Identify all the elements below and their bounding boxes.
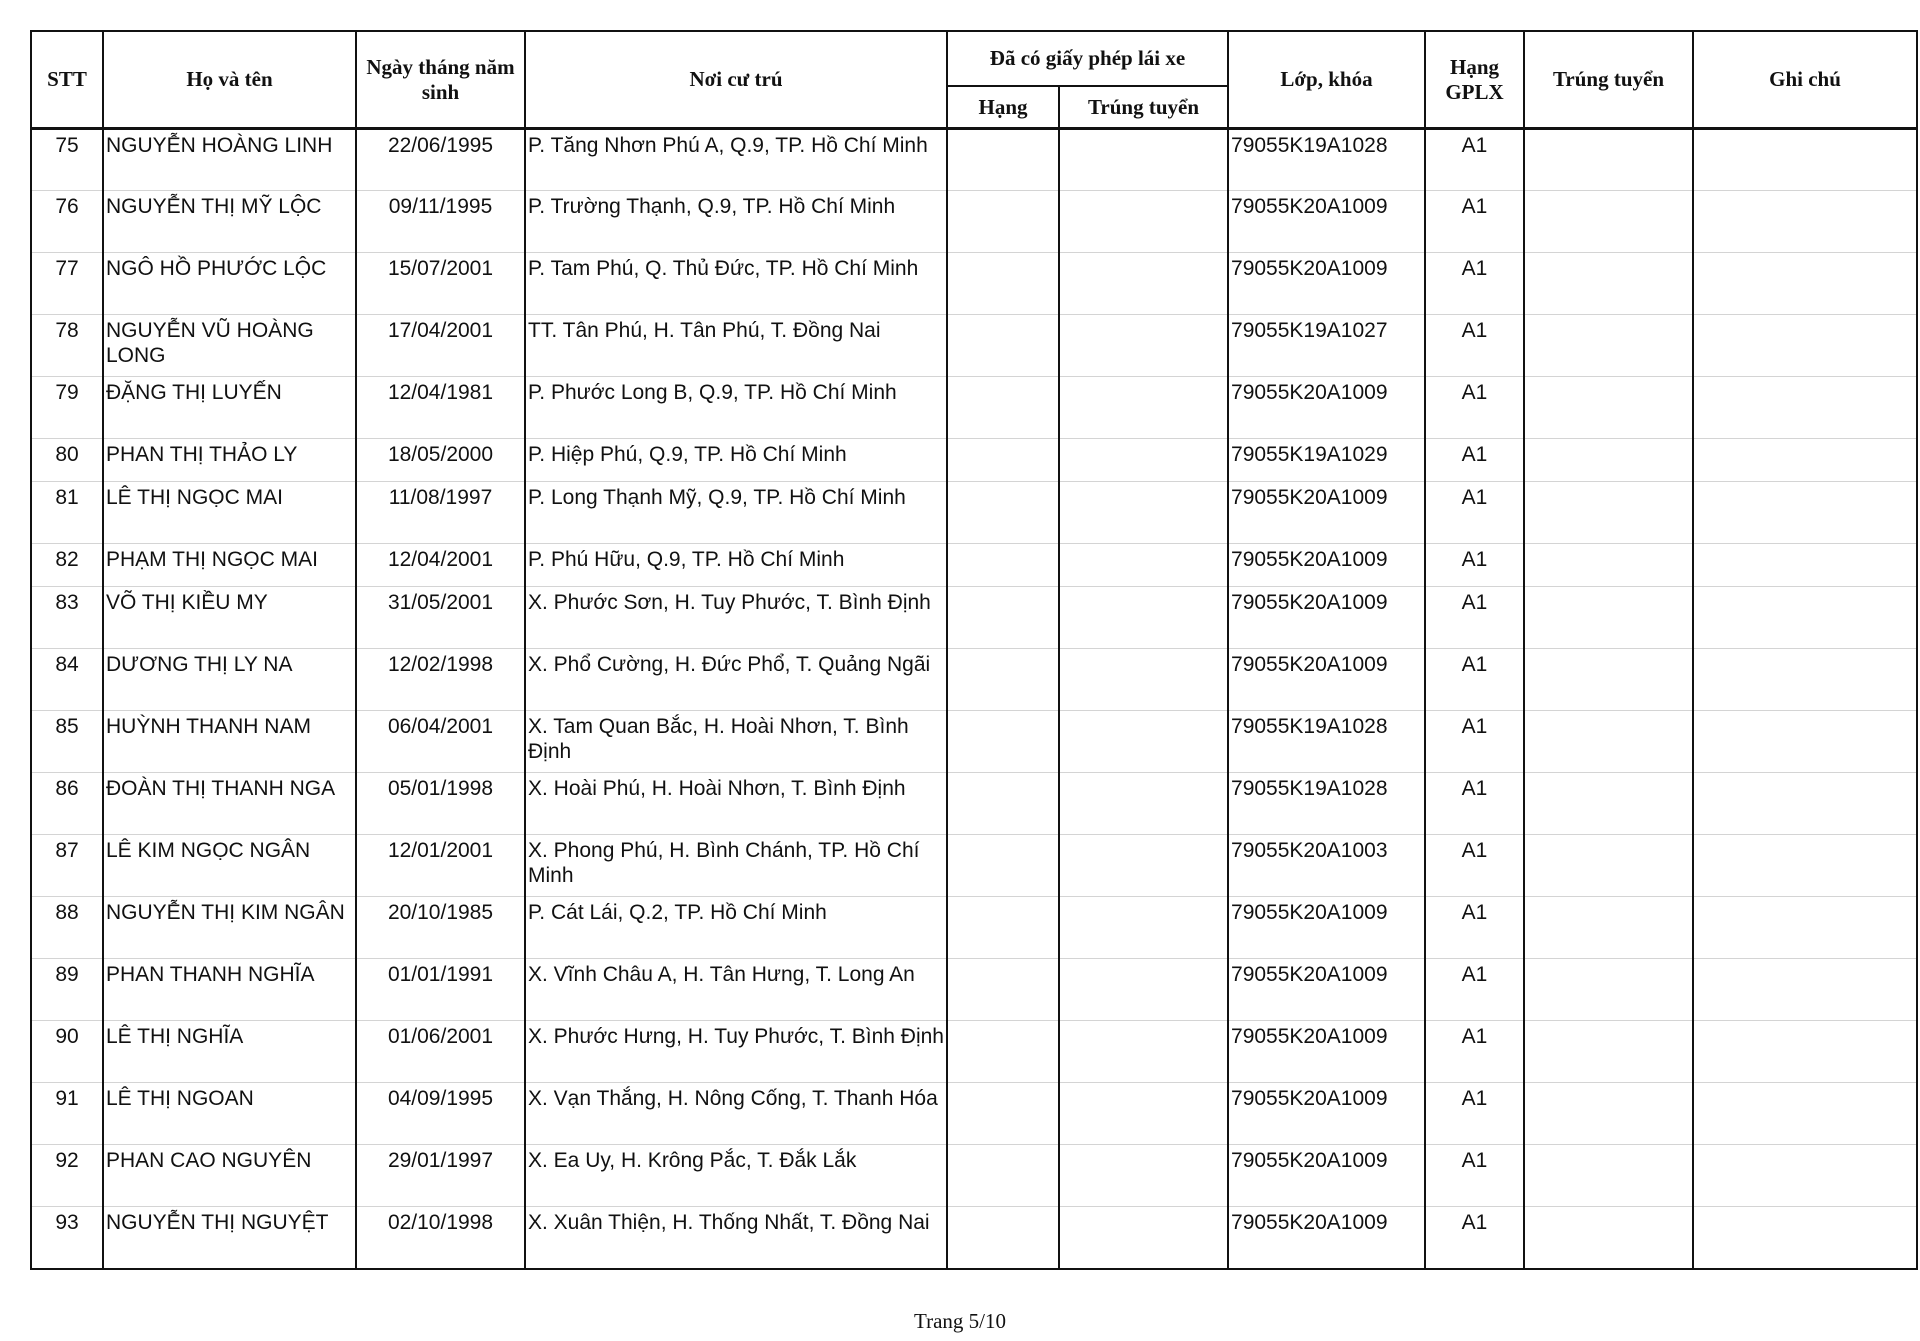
row-stt: 91 xyxy=(31,1083,103,1145)
row-license-rank xyxy=(947,1021,1059,1083)
row-notes xyxy=(1693,253,1917,315)
row-dob: 12/02/1998 xyxy=(356,649,525,711)
row-address: X. Xuân Thiện, H. Thống Nhất, T. Đồng Nai xyxy=(525,1207,947,1269)
row-notes xyxy=(1693,1207,1917,1269)
row-notes xyxy=(1693,1021,1917,1083)
row-license-rank xyxy=(947,544,1059,587)
row-license-rank xyxy=(947,253,1059,315)
row-dob: 01/01/1991 xyxy=(356,959,525,1021)
row-stt: 86 xyxy=(31,773,103,835)
row-class-course: 79055K19A1028 xyxy=(1228,129,1425,191)
row-address: X. Phong Phú, H. Bình Chánh, TP. Hồ Chí Minh xyxy=(525,835,947,897)
row-admitted xyxy=(1524,1021,1693,1083)
row-address: P. Phước Long B, Q.9, TP. Hồ Chí Minh xyxy=(525,377,947,439)
row-dob: 18/05/2000 xyxy=(356,439,525,482)
row-class-course: 79055K20A1009 xyxy=(1228,1207,1425,1269)
row-notes xyxy=(1693,544,1917,587)
row-dob: 01/06/2001 xyxy=(356,1021,525,1083)
row-name: PHẠM THỊ NGỌC MAI xyxy=(103,544,356,587)
row-license-rank xyxy=(947,959,1059,1021)
row-license-pass xyxy=(1059,649,1228,711)
table-row xyxy=(31,315,1917,377)
row-license-rank xyxy=(947,1207,1059,1269)
row-license-rank xyxy=(947,482,1059,544)
row-name: PHAN THỊ THẢO LY xyxy=(103,439,356,482)
row-class-course: 79055K20A1009 xyxy=(1228,544,1425,587)
row-notes xyxy=(1693,649,1917,711)
row-license-rank xyxy=(947,439,1059,482)
row-gplx-rank: A1 xyxy=(1425,711,1524,773)
row-dob: 12/04/1981 xyxy=(356,377,525,439)
header-name: Họ và tên xyxy=(103,31,356,129)
table-row xyxy=(31,897,1917,959)
row-license-rank xyxy=(947,1145,1059,1207)
row-dob: 15/07/2001 xyxy=(356,253,525,315)
row-dob: 04/09/1995 xyxy=(356,1083,525,1145)
row-name: NGUYỄN THỊ MỸ LỘC xyxy=(103,191,356,253)
row-admitted xyxy=(1524,959,1693,1021)
row-address: X. Phước Hưng, H. Tuy Phước, T. Bình Định xyxy=(525,1021,947,1083)
row-stt: 75 xyxy=(31,129,103,191)
header-admitted: Trúng tuyển xyxy=(1524,31,1693,129)
row-license-pass xyxy=(1059,711,1228,773)
row-stt: 93 xyxy=(31,1207,103,1269)
row-license-pass xyxy=(1059,439,1228,482)
row-name: NGUYỄN THỊ KIM NGÂN xyxy=(103,897,356,959)
row-gplx-rank: A1 xyxy=(1425,897,1524,959)
row-dob: 12/04/2001 xyxy=(356,544,525,587)
row-license-pass xyxy=(1059,1145,1228,1207)
row-address: X. Phước Sơn, H. Tuy Phước, T. Bình Định xyxy=(525,587,947,649)
row-name: VÕ THỊ KIỀU MY xyxy=(103,587,356,649)
row-address: X. Hoài Phú, H. Hoài Nhơn, T. Bình Định xyxy=(525,773,947,835)
row-gplx-rank: A1 xyxy=(1425,649,1524,711)
header-dob: Ngày tháng năm sinh xyxy=(356,31,525,129)
row-dob: 12/01/2001 xyxy=(356,835,525,897)
row-address: X. Vạn Thắng, H. Nông Cống, T. Thanh Hóa xyxy=(525,1083,947,1145)
row-address: P. Cát Lái, Q.2, TP. Hồ Chí Minh xyxy=(525,897,947,959)
row-admitted xyxy=(1524,587,1693,649)
row-notes xyxy=(1693,191,1917,253)
row-admitted xyxy=(1524,129,1693,191)
row-class-course: 79055K19A1028 xyxy=(1228,773,1425,835)
row-notes xyxy=(1693,482,1917,544)
row-name: NGUYỄN THỊ NGUYỆT xyxy=(103,1207,356,1269)
row-license-pass xyxy=(1059,315,1228,377)
row-gplx-rank: A1 xyxy=(1425,439,1524,482)
row-license-pass xyxy=(1059,587,1228,649)
row-name: LÊ KIM NGỌC NGÂN xyxy=(103,835,356,897)
row-admitted xyxy=(1524,191,1693,253)
table-body xyxy=(31,129,1917,1269)
row-dob: 02/10/1998 xyxy=(356,1207,525,1269)
row-name: LÊ THỊ NGHĨA xyxy=(103,1021,356,1083)
row-stt: 90 xyxy=(31,1021,103,1083)
row-license-pass xyxy=(1059,835,1228,897)
row-class-course: 79055K20A1009 xyxy=(1228,191,1425,253)
row-notes xyxy=(1693,835,1917,897)
row-notes xyxy=(1693,439,1917,482)
row-stt: 92 xyxy=(31,1145,103,1207)
row-admitted xyxy=(1524,439,1693,482)
row-address: X. Ea Uy, H. Krông Pắc, T. Đắk Lắk xyxy=(525,1145,947,1207)
row-class-course: 79055K19A1028 xyxy=(1228,711,1425,773)
row-class-course: 79055K20A1009 xyxy=(1228,959,1425,1021)
table-row xyxy=(31,377,1917,439)
row-name: ĐOÀN THỊ THANH NGA xyxy=(103,773,356,835)
row-license-pass xyxy=(1059,773,1228,835)
header-license-pass: Trúng tuyển xyxy=(1059,86,1228,129)
row-license-pass xyxy=(1059,1207,1228,1269)
row-license-rank xyxy=(947,377,1059,439)
table-row xyxy=(31,959,1917,1021)
row-dob: 17/04/2001 xyxy=(356,315,525,377)
row-notes xyxy=(1693,773,1917,835)
table-row xyxy=(31,544,1917,587)
row-license-pass xyxy=(1059,544,1228,587)
row-license-pass xyxy=(1059,959,1228,1021)
row-admitted xyxy=(1524,377,1693,439)
row-stt: 76 xyxy=(31,191,103,253)
header-license-rank: Hạng xyxy=(947,86,1059,129)
row-name: ĐẶNG THỊ LUYẾN xyxy=(103,377,356,439)
row-class-course: 79055K20A1009 xyxy=(1228,1021,1425,1083)
row-address: P. Phú Hữu, Q.9, TP. Hồ Chí Minh xyxy=(525,544,947,587)
row-notes xyxy=(1693,959,1917,1021)
row-stt: 80 xyxy=(31,439,103,482)
row-license-rank xyxy=(947,897,1059,959)
row-class-course: 79055K20A1009 xyxy=(1228,253,1425,315)
table-row xyxy=(31,1021,1917,1083)
row-gplx-rank: A1 xyxy=(1425,1207,1524,1269)
row-name: LÊ THỊ NGOAN xyxy=(103,1083,356,1145)
row-class-course: 79055K20A1003 xyxy=(1228,835,1425,897)
row-stt: 82 xyxy=(31,544,103,587)
row-dob: 22/06/1995 xyxy=(356,129,525,191)
row-admitted xyxy=(1524,897,1693,959)
row-license-rank xyxy=(947,315,1059,377)
row-address: X. Vĩnh Châu A, H. Tân Hưng, T. Long An xyxy=(525,959,947,1021)
row-name: LÊ THỊ NGỌC MAI xyxy=(103,482,356,544)
row-address: P. Long Thạnh Mỹ, Q.9, TP. Hồ Chí Minh xyxy=(525,482,947,544)
table-row xyxy=(31,482,1917,544)
row-gplx-rank: A1 xyxy=(1425,377,1524,439)
table-header xyxy=(31,31,1917,129)
row-admitted xyxy=(1524,1207,1693,1269)
row-class-course: 79055K20A1009 xyxy=(1228,587,1425,649)
row-stt: 84 xyxy=(31,649,103,711)
row-license-rank xyxy=(947,649,1059,711)
row-class-course: 79055K20A1009 xyxy=(1228,649,1425,711)
row-license-rank xyxy=(947,587,1059,649)
row-notes xyxy=(1693,587,1917,649)
row-license-rank xyxy=(947,129,1059,191)
row-gplx-rank: A1 xyxy=(1425,191,1524,253)
table-row xyxy=(31,649,1917,711)
row-class-course: 79055K20A1009 xyxy=(1228,377,1425,439)
row-gplx-rank: A1 xyxy=(1425,544,1524,587)
student-roster-table xyxy=(30,30,1918,1270)
row-admitted xyxy=(1524,482,1693,544)
row-notes xyxy=(1693,377,1917,439)
row-gplx-rank: A1 xyxy=(1425,315,1524,377)
row-dob: 06/04/2001 xyxy=(356,711,525,773)
row-notes xyxy=(1693,897,1917,959)
row-gplx-rank: A1 xyxy=(1425,253,1524,315)
row-gplx-rank: A1 xyxy=(1425,1021,1524,1083)
row-stt: 78 xyxy=(31,315,103,377)
header-gplx-rank: Hạng GPLX xyxy=(1425,31,1524,129)
row-gplx-rank: A1 xyxy=(1425,587,1524,649)
row-gplx-rank: A1 xyxy=(1425,1083,1524,1145)
row-name: PHAN CAO NGUYÊN xyxy=(103,1145,356,1207)
row-stt: 79 xyxy=(31,377,103,439)
table-row xyxy=(31,1145,1917,1207)
row-license-rank xyxy=(947,835,1059,897)
table-row xyxy=(31,587,1917,649)
row-gplx-rank: A1 xyxy=(1425,959,1524,1021)
row-license-rank xyxy=(947,711,1059,773)
table-row xyxy=(31,711,1917,773)
row-stt: 87 xyxy=(31,835,103,897)
row-license-pass xyxy=(1059,191,1228,253)
row-license-pass xyxy=(1059,377,1228,439)
row-name: NGUYỄN VŨ HOÀNG LONG xyxy=(103,315,356,377)
row-class-course: 79055K19A1029 xyxy=(1228,439,1425,482)
row-notes xyxy=(1693,129,1917,191)
row-dob: 09/11/1995 xyxy=(356,191,525,253)
row-admitted xyxy=(1524,711,1693,773)
row-license-pass xyxy=(1059,253,1228,315)
header-stt: STT xyxy=(31,31,103,129)
header-license-group: Đã có giấy phép lái xe xyxy=(947,31,1228,86)
row-gplx-rank: A1 xyxy=(1425,835,1524,897)
row-class-course: 79055K20A1009 xyxy=(1228,1145,1425,1207)
row-name: PHAN THANH NGHĨA xyxy=(103,959,356,1021)
row-dob: 31/05/2001 xyxy=(356,587,525,649)
row-class-course: 79055K19A1027 xyxy=(1228,315,1425,377)
row-dob: 20/10/1985 xyxy=(356,897,525,959)
row-address: P. Tăng Nhơn Phú A, Q.9, TP. Hồ Chí Minh xyxy=(525,129,947,191)
row-license-pass xyxy=(1059,1021,1228,1083)
row-notes xyxy=(1693,315,1917,377)
table-row xyxy=(31,191,1917,253)
row-gplx-rank: A1 xyxy=(1425,1145,1524,1207)
row-address: P. Hiệp Phú, Q.9, TP. Hồ Chí Minh xyxy=(525,439,947,482)
row-admitted xyxy=(1524,315,1693,377)
header-notes: Ghi chú xyxy=(1693,31,1917,129)
row-dob: 11/08/1997 xyxy=(356,482,525,544)
row-address: X. Tam Quan Bắc, H. Hoài Nhơn, T. Bình Định xyxy=(525,711,947,773)
row-dob: 05/01/1998 xyxy=(356,773,525,835)
row-address: X. Phổ Cường, H. Đức Phổ, T. Quảng Ngãi xyxy=(525,649,947,711)
page-number: Trang 5/10 xyxy=(914,1309,1006,1333)
row-notes xyxy=(1693,1145,1917,1207)
row-gplx-rank: A1 xyxy=(1425,129,1524,191)
row-license-rank xyxy=(947,773,1059,835)
table-row xyxy=(31,439,1917,482)
row-class-course: 79055K20A1009 xyxy=(1228,897,1425,959)
row-class-course: 79055K20A1009 xyxy=(1228,482,1425,544)
row-admitted xyxy=(1524,253,1693,315)
row-gplx-rank: A1 xyxy=(1425,482,1524,544)
row-stt: 85 xyxy=(31,711,103,773)
row-license-pass xyxy=(1059,482,1228,544)
row-stt: 88 xyxy=(31,897,103,959)
row-stt: 83 xyxy=(31,587,103,649)
row-notes xyxy=(1693,1083,1917,1145)
row-license-pass xyxy=(1059,1083,1228,1145)
row-dob: 29/01/1997 xyxy=(356,1145,525,1207)
row-license-rank xyxy=(947,191,1059,253)
row-address: P. Trường Thạnh, Q.9, TP. Hồ Chí Minh xyxy=(525,191,947,253)
row-name: DƯƠNG THỊ LY NA xyxy=(103,649,356,711)
row-address: TT. Tân Phú, H. Tân Phú, T. Đồng Nai xyxy=(525,315,947,377)
row-admitted xyxy=(1524,773,1693,835)
row-admitted xyxy=(1524,835,1693,897)
table-row xyxy=(31,835,1917,897)
row-admitted xyxy=(1524,1083,1693,1145)
row-name: HUỲNH THANH NAM xyxy=(103,711,356,773)
row-name: NGUYỄN HOÀNG LINH xyxy=(103,129,356,191)
header-address: Nơi cư trú xyxy=(525,31,947,129)
table-row xyxy=(31,129,1917,191)
row-name: NGÔ HỒ PHƯỚC LỘC xyxy=(103,253,356,315)
row-license-pass xyxy=(1059,897,1228,959)
row-class-course: 79055K20A1009 xyxy=(1228,1083,1425,1145)
row-address: P. Tam Phú, Q. Thủ Đức, TP. Hồ Chí Minh xyxy=(525,253,947,315)
row-license-rank xyxy=(947,1083,1059,1145)
row-admitted xyxy=(1524,544,1693,587)
table-row xyxy=(31,253,1917,315)
table-row xyxy=(31,1207,1917,1269)
row-admitted xyxy=(1524,649,1693,711)
row-admitted xyxy=(1524,1145,1693,1207)
row-stt: 81 xyxy=(31,482,103,544)
row-gplx-rank: A1 xyxy=(1425,773,1524,835)
row-notes xyxy=(1693,711,1917,773)
table-row xyxy=(31,773,1917,835)
row-stt: 89 xyxy=(31,959,103,1021)
header-class-course: Lớp, khóa xyxy=(1228,31,1425,129)
table-row xyxy=(31,1083,1917,1145)
row-license-pass xyxy=(1059,129,1228,191)
row-stt: 77 xyxy=(31,253,103,315)
